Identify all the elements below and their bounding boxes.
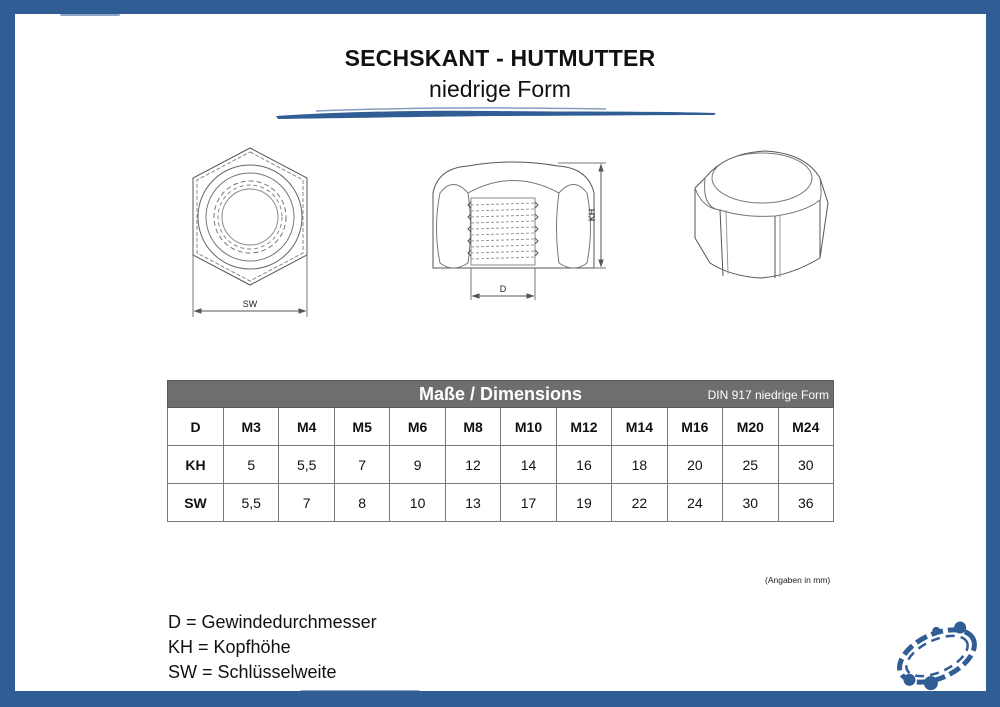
table-cell: 8: [334, 484, 389, 522]
sw-dimension-label: SW: [242, 299, 258, 309]
isometric-view-drawing: [690, 148, 830, 283]
table-cell: M16: [667, 408, 722, 446]
table-cell: 16: [556, 446, 611, 484]
table-cell: M10: [501, 408, 556, 446]
table-standard-label: DIN 917 niedrige Form: [707, 388, 829, 402]
table-cell: 17: [501, 484, 556, 522]
page-title: SECHSKANT - HUTMUTTER: [344, 45, 656, 71]
table-cell: 5,5: [279, 446, 334, 484]
table-cell: M6: [390, 408, 445, 446]
abbreviation-legend: [168, 610, 377, 685]
table-row-kh: [168, 446, 834, 484]
table-cell: 24: [667, 484, 722, 522]
brush-streak: [60, 13, 120, 16]
table-header-row: [168, 381, 834, 408]
table-cell: 12: [445, 446, 500, 484]
side-view-drawing: [428, 158, 608, 303]
table-cell: 5,5: [224, 484, 279, 522]
table-cell: 13: [445, 484, 500, 522]
table-cell: M5: [334, 408, 389, 446]
kh-dimension-label: KH: [587, 208, 597, 222]
table-cell: 10: [390, 484, 445, 522]
legend-item-sw: SW = Schlüsselweite: [168, 662, 337, 682]
units-note: (Angaben in mm): [765, 575, 831, 585]
table-cell: 9: [390, 446, 445, 484]
brand-logo-icon: [892, 618, 982, 693]
table-cell: M12: [556, 408, 611, 446]
table-row-d: [168, 408, 834, 446]
table-cell: 30: [778, 446, 833, 484]
dimensions-table: [167, 380, 834, 522]
frame-top-border: [0, 0, 1000, 14]
frame-bottom-border: [0, 691, 1000, 707]
table-cell: 36: [778, 484, 833, 522]
row-label: SW: [168, 484, 224, 522]
table-cell: 20: [667, 446, 722, 484]
table-cell: M8: [445, 408, 500, 446]
row-label: D: [168, 408, 224, 446]
table-cell: 7: [334, 446, 389, 484]
title-block: [0, 44, 1000, 104]
table-cell: M24: [778, 408, 833, 446]
title-brush-underline: [276, 106, 716, 120]
table-title: Maße / Dimensions: [418, 384, 583, 404]
table-cell: M14: [612, 408, 667, 446]
table-cell: 22: [612, 484, 667, 522]
frame-left-border: [0, 0, 15, 707]
brush-streak: [300, 690, 420, 693]
page-subtitle: niedrige Form: [429, 76, 571, 102]
legend-item-d: D = Gewindedurchmesser: [168, 612, 377, 632]
frame-right-border: [986, 0, 1000, 707]
table-cell: M4: [279, 408, 334, 446]
table-cell: 25: [723, 446, 778, 484]
table-cell: 19: [556, 484, 611, 522]
table-cell: 5: [224, 446, 279, 484]
table-cell: M20: [723, 408, 778, 446]
d-dimension-label: D: [499, 284, 507, 294]
table-cell: M3: [224, 408, 279, 446]
table-cell: 18: [612, 446, 667, 484]
row-label: KH: [168, 446, 224, 484]
table-cell: 7: [279, 484, 334, 522]
legend-item-kh: KH = Kopfhöhe: [168, 637, 291, 657]
table-cell: 30: [723, 484, 778, 522]
table-row-sw: [168, 484, 834, 522]
table-cell: 14: [501, 446, 556, 484]
table-header: [168, 381, 834, 408]
front-view-drawing: [185, 145, 315, 320]
